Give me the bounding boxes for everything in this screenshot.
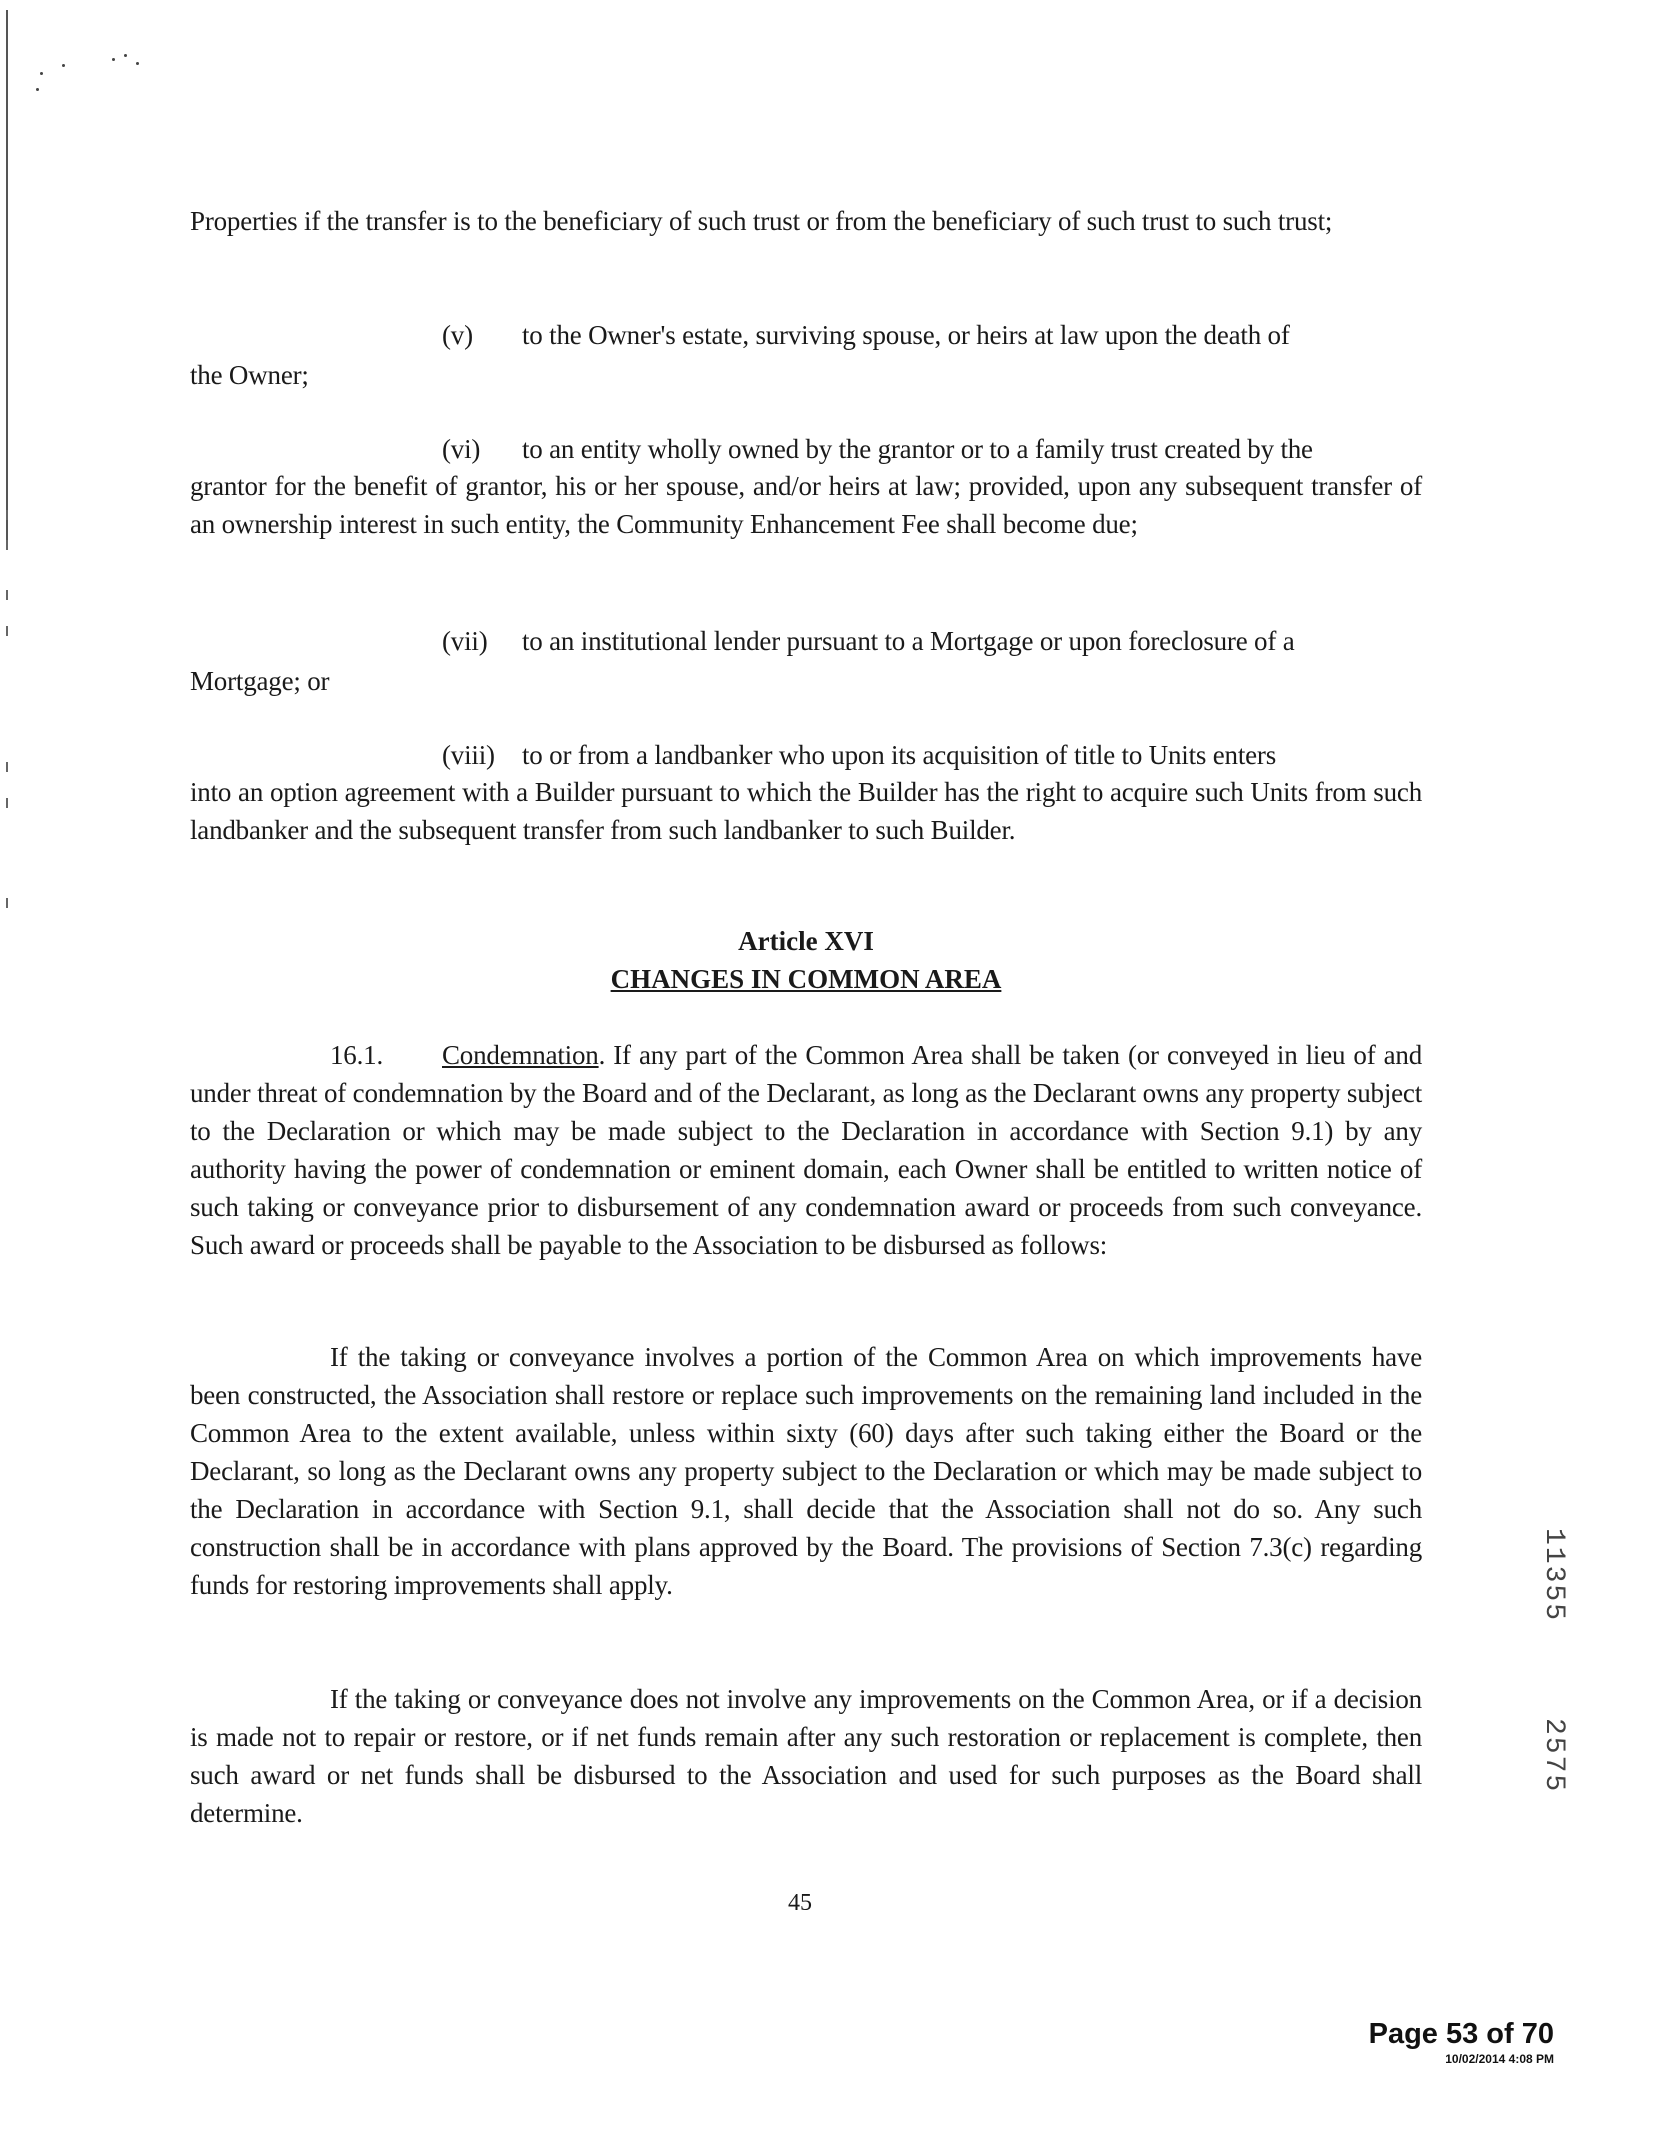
item-vii-first-line bbox=[442, 622, 1295, 660]
item-v-text: to the Owner's estate, surviving spouse, or heirs at law upon the death of bbox=[522, 320, 1290, 350]
item-vii-number: (vii) bbox=[442, 626, 488, 656]
improvements-paragraph bbox=[190, 1338, 1422, 1604]
scan-tick bbox=[6, 590, 8, 600]
item-v-continuation: the Owner; bbox=[190, 360, 309, 390]
no-improvements-paragraph bbox=[190, 1680, 1422, 1832]
footer-timestamp: 10/02/2014 4:08 PM bbox=[1445, 2052, 1554, 2066]
scan-speck bbox=[36, 88, 39, 91]
scan-tick bbox=[6, 762, 8, 772]
item-viii-first-line bbox=[442, 736, 1276, 774]
item-viii-continuation: into an option agreement with a Builder pursuant to which the Builder has the right to acquire such Units from such landbanker and the subsequent transfer from such landbanker to such Builder. bbox=[190, 777, 1422, 845]
page-number: 45 bbox=[788, 1890, 812, 1916]
item-viii-text: to or from a landbanker who upon its acquisition of title to Units enters bbox=[522, 740, 1277, 770]
improvements-text: If the taking or conveyance involves a portion of the Common Area on which improvements have been constructed, the Association shall restore or replace such improvements on the remaining land included in the Common Area to the extent available, unless within sixty (60) days after such taking either the Board or the Declarant, so long as the Declarant owns any property subject to the Declaration or which may be made subject to the Declaration in accordance with Section 9.1, shall decide that the Association shall not do so. Any such construction shall be in accordance with plans approved by the Board. The provisions of Section 7.3(c) regarding funds for restoring improvements shall apply. bbox=[190, 1342, 1422, 1600]
recording-stamp-upper: 11355 bbox=[1538, 1528, 1569, 1623]
item-v-number: (v) bbox=[442, 320, 473, 350]
scan-edge-line bbox=[6, 10, 8, 540]
item-vii-text: to an institutional lender pursuant to a Mortgage or upon foreclosure of a bbox=[522, 626, 1295, 656]
item-vi-first-line bbox=[442, 430, 1313, 468]
no-improvements-text: If the taking or conveyance does not involve any improvements on the Common Area, or if a decision is made not to repair or restore, or if net funds remain after any such restoration or replacement is complete, then such award or net funds shall be disbursed to the Association and used for such purposes as the Board shall determine. bbox=[190, 1684, 1422, 1828]
item-vi-text: to an entity wholly owned by the grantor or to a family trust created by the bbox=[522, 434, 1313, 464]
scan-speck bbox=[40, 72, 43, 75]
scan-tick bbox=[6, 798, 8, 808]
scan-speck bbox=[124, 54, 127, 57]
trust-continuation-paragraph: Properties if the transfer is to the beneficiary of such trust or from the beneficiary of such trust to such trust; bbox=[190, 206, 1333, 236]
item-vii-continuation: Mortgage; or bbox=[190, 666, 330, 696]
scan-tick bbox=[6, 898, 8, 908]
scan-speck bbox=[112, 58, 115, 61]
footer-page-label bbox=[1369, 2018, 1554, 2066]
item-v-first-line bbox=[442, 316, 1290, 354]
section-text: . If any part of the Common Area shall be taken (or conveyed in lieu of and under threat of condemnation by the Board and of the Declarant, as long as the Declarant owns any property subject to the Declaration or which may be made subject to the Declaration in accordance with Section 9.1) by any authority having the power of condemnation or eminent domain, each Owner shall be entitled to written notice of such taking or conveyance prior to disbursement of any condemnation award or proceeds from such conveyance. Such award or proceeds shall be payable to the Association to be disbursed as follows: bbox=[190, 1040, 1422, 1260]
section-16-1-paragraph bbox=[190, 1036, 1422, 1264]
scan-speck bbox=[136, 62, 139, 65]
scan-tick bbox=[6, 626, 8, 636]
article-subtitle: CHANGES IN COMMON AREA bbox=[610, 964, 1002, 994]
scan-speck bbox=[62, 64, 65, 67]
scan-tick bbox=[6, 510, 8, 520]
item-viii-number: (viii) bbox=[442, 740, 495, 770]
recording-stamp-lower: 2575 bbox=[1538, 1718, 1569, 1794]
scan-tick bbox=[6, 540, 8, 550]
article-title: Article XVI bbox=[738, 926, 874, 956]
section-heading: Condemnation bbox=[442, 1040, 599, 1070]
item-vi-number: (vi) bbox=[442, 434, 481, 464]
footer-page-count: Page 53 of 70 bbox=[1368, 2018, 1554, 2050]
item-vi-continuation: grantor for the benefit of grantor, his or her spouse, and/or heirs at law; provided, upon any subsequent transfer of an ownership interest in such entity, the Community Enhancement Fee shall become due; bbox=[190, 471, 1422, 539]
section-number: 16.1. bbox=[330, 1040, 384, 1070]
